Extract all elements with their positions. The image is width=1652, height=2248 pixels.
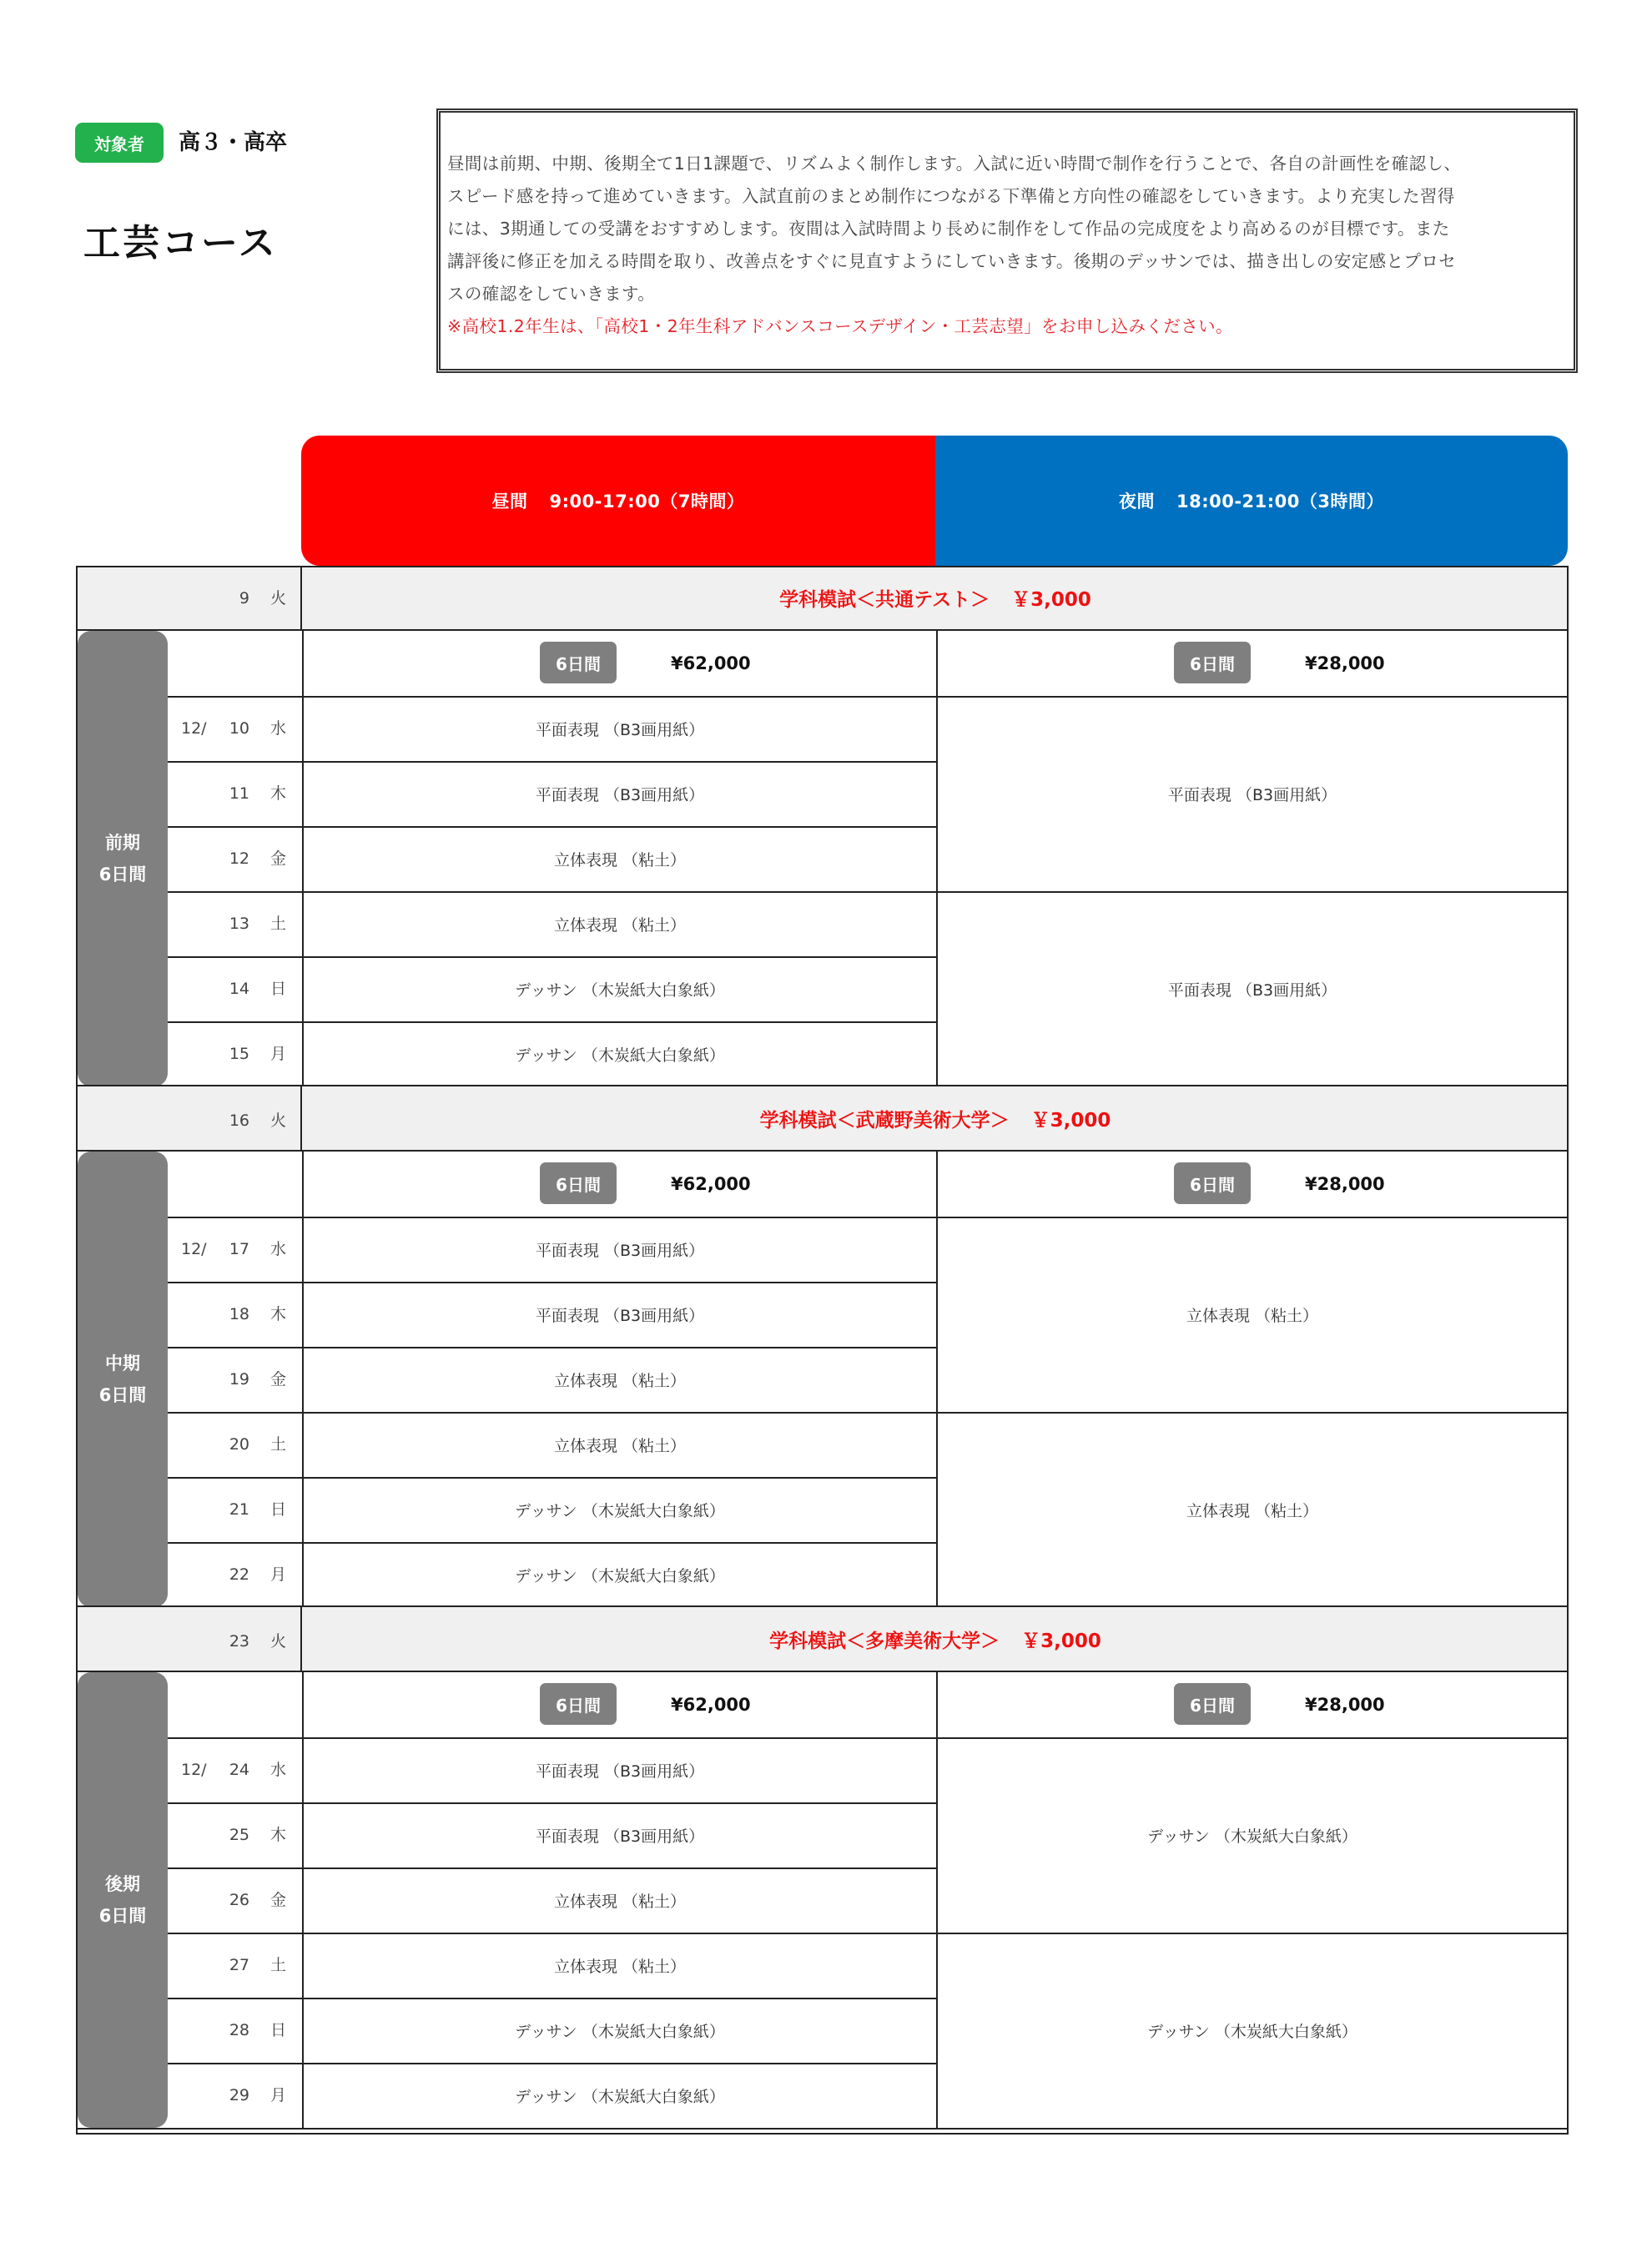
date-day: 19 — [229, 1370, 249, 1389]
date-day: 14 — [229, 980, 249, 998]
mock-exam-weekday: 火 — [270, 1111, 287, 1130]
day-task-cell: デッサン （木炭紙大白象紙） — [515, 1501, 725, 1520]
phase-name: 後期 — [105, 1874, 140, 1894]
day-duration-badge: 6日間 — [540, 1683, 617, 1725]
date-month: 12/ — [181, 1240, 207, 1258]
day-task-cell: デッサン （木炭紙大白象紙） — [515, 1566, 725, 1585]
description-line: スの確認をしていきます。 — [447, 284, 656, 304]
night-price-cell — [938, 631, 1567, 696]
night-price: ¥28,000 — [1305, 1695, 1385, 1715]
mock-exam-name: 学科模試＜共通テスト＞ — [779, 588, 990, 611]
row-divider — [168, 1737, 1569, 1739]
date-cell — [168, 1217, 302, 1282]
night-duration-badge: 6日間 — [1174, 1683, 1251, 1725]
schedule-table — [76, 566, 1569, 2135]
day-task-cell: 平面表現 （B3画用紙） — [535, 1241, 705, 1260]
column-divider — [936, 1672, 938, 2128]
date-cell — [168, 956, 302, 1021]
day-period-header — [301, 436, 935, 566]
date-cell — [168, 1347, 302, 1412]
description-line: スピード感を持って進めていきます。入試直前のまとめ制作につながる下準備と方向性の確認をしていきます。より充実した習得 — [447, 186, 1455, 206]
day-price: ¥62,000 — [671, 1174, 751, 1194]
date-day: 22 — [229, 1565, 249, 1584]
mock-exam-weekday: 火 — [270, 1632, 287, 1651]
day-task-cell: 平面表現 （B3画用紙） — [535, 1762, 705, 1781]
night-task-cell: 立体表現 （粘土） — [1186, 1501, 1319, 1520]
date-day: 12 — [229, 849, 249, 868]
date-day: 27 — [229, 1956, 249, 1974]
row-divider — [302, 1282, 938, 1283]
day-period-name: 昼間 — [491, 491, 528, 512]
date-day: 13 — [229, 915, 249, 933]
night-task-cell: デッサン （木炭紙大白象紙） — [1147, 1827, 1357, 1846]
date-day: 17 — [229, 1240, 249, 1258]
date-weekday: 木 — [270, 784, 287, 803]
night-task-cell: 平面表現 （B3画用紙） — [1167, 785, 1337, 804]
mock-exam-price: ￥3,000 — [1011, 588, 1091, 611]
day-task-cell: 平面表現 （B3画用紙） — [535, 785, 705, 804]
column-divider — [302, 1672, 304, 2128]
column-divider — [302, 1152, 304, 1607]
row-divider — [168, 1933, 304, 1934]
target-audience-value: 高３・高卒 — [179, 130, 288, 155]
date-weekday: 木 — [270, 1826, 287, 1844]
date-weekday: 月 — [270, 2086, 287, 2104]
mock-exam-date-cell — [168, 566, 302, 631]
date-weekday: 月 — [270, 1565, 287, 1584]
row-divider — [76, 2128, 1569, 2130]
day-price: ¥62,000 — [671, 1695, 751, 1715]
row-divider — [168, 1282, 304, 1283]
row-divider — [168, 1477, 304, 1479]
phase-label — [78, 631, 168, 1086]
date-cell — [168, 696, 302, 761]
date-weekday: 土 — [270, 1435, 287, 1454]
day-duration-badge: 6日間 — [540, 1162, 617, 1204]
row-divider — [302, 1021, 938, 1023]
mock-exam-title — [302, 1086, 1569, 1150]
date-day: 21 — [229, 1500, 249, 1519]
date-day: 26 — [229, 1891, 249, 1909]
date-weekday: 水 — [270, 1240, 287, 1258]
date-day: 29 — [229, 2086, 249, 2104]
row-divider — [168, 891, 304, 893]
day-task-cell: 立体表現 （粘土） — [553, 1957, 687, 1976]
mock-exam-row — [76, 1085, 1569, 1152]
night-price: ¥28,000 — [1305, 653, 1385, 673]
date-cell — [168, 1998, 302, 2063]
course-title: 工芸コース — [83, 222, 278, 265]
mock-exam-weekday: 火 — [270, 589, 287, 607]
phase-duration: 6日間 — [98, 1385, 147, 1405]
course-description-text — [447, 148, 1570, 343]
row-divider — [302, 891, 938, 893]
day-period-time: 9:00-17:00（7時間） — [549, 491, 745, 512]
date-day: 20 — [229, 1435, 249, 1454]
night-price-cell — [938, 1152, 1567, 1217]
row-divider — [302, 1477, 938, 1479]
mock-exam-title — [302, 566, 1569, 629]
day-price-cell — [304, 1152, 936, 1217]
row-divider — [168, 761, 304, 763]
row-divider — [302, 1347, 938, 1348]
phase-duration: 6日間 — [98, 1906, 147, 1926]
date-weekday: 金 — [270, 1891, 287, 1909]
day-task-cell: デッサン （木炭紙大白象紙） — [515, 980, 725, 1000]
phase-label — [78, 1152, 168, 1607]
date-weekday: 日 — [270, 1500, 287, 1519]
date-cell — [168, 1933, 302, 1998]
row-divider — [168, 1412, 304, 1414]
mock-exam-day: 16 — [229, 1111, 249, 1130]
date-day: 28 — [229, 2021, 249, 2039]
day-price-cell — [304, 631, 936, 696]
phase-name: 中期 — [105, 1353, 140, 1373]
date-weekday: 土 — [270, 1956, 287, 1974]
date-cell — [168, 1542, 302, 1607]
row-divider — [302, 826, 938, 828]
date-day: 18 — [229, 1305, 249, 1323]
mock-exam-price: ￥3,000 — [1021, 1630, 1101, 1652]
date-weekday: 日 — [270, 980, 287, 998]
date-weekday: 日 — [270, 2021, 287, 2039]
target-audience-badge: 対象者 — [75, 123, 164, 163]
date-cell — [168, 1477, 302, 1542]
date-day: 10 — [229, 719, 249, 738]
course-description-box — [436, 108, 1578, 373]
date-weekday: 水 — [270, 1761, 287, 1779]
row-divider — [168, 2063, 304, 2064]
date-weekday: 月 — [270, 1045, 287, 1063]
mock-exam-row — [76, 1605, 1569, 1672]
row-divider — [168, 1542, 304, 1544]
day-task-cell: 立体表現 （粘土） — [553, 1892, 687, 1911]
mock-exam-name: 学科模試＜武蔵野美術大学＞ — [759, 1109, 1010, 1132]
date-cell — [168, 1737, 302, 1802]
day-task-cell: 立体表現 （粘土） — [553, 915, 687, 935]
row-divider — [302, 1867, 938, 1869]
day-price-cell — [304, 1672, 936, 1737]
day-task-cell: デッサン （木炭紙大白象紙） — [515, 1046, 725, 1065]
mock-exam-date-cell — [168, 1088, 302, 1153]
mock-exam-date — [76, 566, 302, 629]
description-line: 講評後に修正を加える時間を取り、改善点をすぐに見直すようにしていきます。後期のデッサンでは、描き出しの安定感とプロセ — [447, 251, 1457, 271]
date-month: 12/ — [181, 1761, 207, 1779]
phase-name: 前期 — [105, 833, 140, 853]
row-divider — [936, 891, 1569, 893]
night-period-time: 18:00-21:00（3時間） — [1176, 491, 1385, 512]
date-cell — [168, 1802, 302, 1867]
date-weekday: 木 — [270, 1305, 287, 1323]
row-divider — [168, 1217, 1569, 1218]
row-divider — [168, 1021, 304, 1023]
night-price-cell — [938, 1672, 1567, 1737]
row-divider — [302, 1998, 938, 1999]
mock-exam-title — [302, 1607, 1569, 1671]
night-task-cell: 立体表現 （粘土） — [1186, 1306, 1319, 1325]
date-weekday: 土 — [270, 915, 287, 933]
row-divider — [302, 1802, 938, 1804]
day-task-cell: 立体表現 （粘土） — [553, 1436, 687, 1455]
row-divider — [936, 1412, 1569, 1414]
date-cell — [168, 891, 302, 956]
row-divider — [168, 826, 304, 828]
date-weekday: 水 — [270, 719, 287, 738]
date-cell — [168, 1412, 302, 1477]
row-divider — [936, 1933, 1569, 1934]
night-duration-badge: 6日間 — [1174, 1162, 1251, 1204]
row-divider — [168, 696, 1569, 698]
phase-label — [78, 1672, 168, 2128]
day-task-cell: デッサン （木炭紙大白象紙） — [515, 2022, 725, 2041]
description-note: ※高校1.2年生は、「高校1・2年生科アドバンスコースデザイン・工芸志望」をお申し込みください。 — [447, 316, 1233, 336]
row-divider — [302, 956, 938, 958]
night-task-cell: 平面表現 （B3画用紙） — [1167, 980, 1337, 1000]
mock-exam-date-cell — [168, 1609, 302, 1674]
day-task-cell: 平面表現 （B3画用紙） — [535, 720, 705, 739]
row-divider — [302, 1542, 938, 1544]
mock-exam-price: ￥3,000 — [1030, 1109, 1111, 1132]
night-task-cell: デッサン （木炭紙大白象紙） — [1147, 2022, 1357, 2041]
date-month: 12/ — [181, 719, 207, 738]
row-divider — [168, 956, 304, 958]
row-divider — [302, 761, 938, 763]
date-cell — [168, 1282, 302, 1347]
day-price: ¥62,000 — [671, 653, 751, 673]
description-line: 昼間は前期、中期、後期全て1日1課題で、リズムよく制作します。入試に近い時間で制作を行うことで、各自の計画性を確認し、 — [447, 154, 1462, 174]
night-price: ¥28,000 — [1305, 1174, 1385, 1194]
mock-exam-date — [76, 1607, 302, 1671]
row-divider — [168, 1802, 304, 1804]
day-task-cell: 平面表現 （B3画用紙） — [535, 1827, 705, 1846]
day-task-cell: 立体表現 （粘土） — [553, 1371, 687, 1390]
night-period-header — [935, 436, 1568, 566]
row-divider — [302, 1412, 938, 1414]
row-divider — [168, 1867, 304, 1869]
mock-exam-day: 9 — [239, 589, 249, 607]
date-cell — [168, 1021, 302, 1086]
date-cell — [168, 826, 302, 891]
column-divider — [936, 1152, 938, 1607]
night-period-name: 夜間 — [1118, 491, 1155, 512]
date-day: 24 — [229, 1761, 249, 1779]
row-divider — [302, 2063, 938, 2064]
date-day: 15 — [229, 1045, 249, 1063]
column-divider — [936, 631, 938, 1086]
mock-exam-day: 23 — [229, 1632, 249, 1651]
day-task-cell: 立体表現 （粘土） — [553, 850, 687, 869]
date-cell — [168, 1867, 302, 1933]
column-divider — [302, 631, 304, 1086]
description-line: には、3期通しての受講をおすすめします。夜間は入試時間より長めに制作をして作品の完成度をより高めるのが目標です。また — [447, 219, 1450, 239]
row-divider — [168, 1347, 304, 1348]
date-day: 11 — [229, 784, 249, 803]
row-divider — [302, 1933, 938, 1934]
night-duration-badge: 6日間 — [1174, 642, 1251, 683]
day-task-cell: デッサン （木炭紙大白象紙） — [515, 2087, 725, 2106]
phase-duration: 6日間 — [98, 864, 147, 885]
mock-exam-row — [76, 566, 1569, 631]
date-day: 25 — [229, 1826, 249, 1844]
date-cell — [168, 761, 302, 826]
mock-exam-date — [76, 1086, 302, 1150]
date-cell — [168, 2063, 302, 2128]
date-weekday: 金 — [270, 849, 287, 868]
mock-exam-name: 学科模試＜多摩美術大学＞ — [769, 1630, 1000, 1652]
day-task-cell: 平面表現 （B3画用紙） — [535, 1306, 705, 1325]
row-divider — [168, 1998, 304, 1999]
date-weekday: 金 — [270, 1370, 287, 1389]
day-duration-badge: 6日間 — [540, 642, 617, 683]
